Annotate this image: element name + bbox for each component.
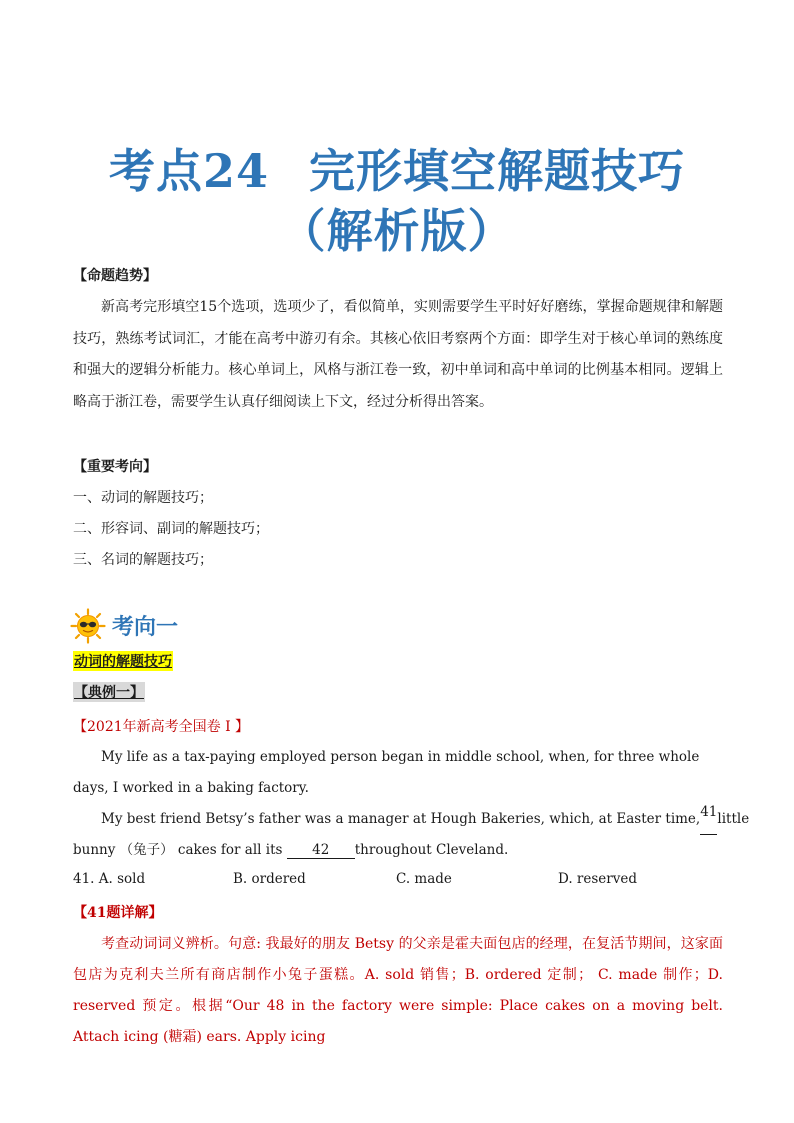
passage-text: My life as a tax-paying employed person began in middle school, when, for three whole days, I worked in a baking factory. — [73, 749, 700, 796]
title-topic-name: 完形填空解题技巧 — [309, 144, 685, 198]
trend-heading: 【命题趋势】 — [73, 268, 157, 284]
option-c: C. made — [396, 871, 452, 887]
direction-item-1: 一、动词的解题技巧； — [73, 490, 213, 506]
blank-41: 41 — [700, 804, 717, 835]
option-a: 41. A. sold — [73, 871, 146, 887]
page-subtitle: （解析版） — [279, 204, 515, 258]
blank-42: 42 — [287, 842, 355, 859]
passage-text: bunny （兔子） cakes for all its — [73, 842, 283, 858]
directions-heading: 【重要考向】 — [73, 459, 157, 475]
example-label: 【典例一】 — [73, 682, 145, 702]
trend-paragraph: 新高考完形填空15个选项，选项少了，看似简单，实则需要学生平时好好磨练，掌握命题规律和解题技巧，熟练考试词汇，才能在高考中游刃有余。其核心依旧考察两个方面：即学生对于核心单词的熟练度和强大的逻辑分析能力。核心单词上，风格与浙江卷一致，初中单词和高中单词的比例基本相同。逻辑上略高于浙江卷，需要学生认真仔细阅读上下文，经过分析得出答案。 — [73, 299, 723, 410]
passage-text: throughout Cleveland. — [354, 842, 509, 858]
section-header — [70, 606, 270, 646]
direction-item-3: 三、名词的解题技巧； — [73, 552, 213, 568]
explanation-text: 考查动词词义辨析。句意: 我最好的朋友 Betsy 的父亲是霍夫面包店的经理，在复活节期间，这家面包店为克利夫兰所有商店制作小兔子蛋糕。A. sold 销售；B. ordered 定制； C. made 制作；D. reserved 预定。根据“Our 48 in the factory were simple: Place cakes on a moving belt. Attach icing (糖霜) ears. Apply icing — [73, 936, 723, 1045]
section-label: 考向一 — [112, 614, 179, 640]
passage-text: little — [717, 811, 750, 827]
explanation-heading: 【41题详解】 — [73, 905, 163, 921]
section-subtitle: 动词的解题技巧 — [73, 651, 173, 671]
option-b: B. ordered — [233, 871, 306, 887]
passage-paragraph-1 — [73, 742, 723, 804]
direction-item-2: 二、形容词、副词的解题技巧； — [73, 521, 269, 537]
page-title — [0, 143, 794, 199]
example-source: 【2021年新高考全国卷 I 】 — [73, 719, 250, 735]
passage-paragraph-2 — [73, 804, 750, 866]
sun-with-sunglasses-icon — [70, 608, 106, 644]
passage-text: My best friend Betsy’s father was a manager at Hough Bakeries, which, at Easter time, — [101, 811, 701, 827]
title-topic-number: 考点24 — [108, 144, 269, 198]
option-d: D. reserved — [558, 871, 637, 887]
